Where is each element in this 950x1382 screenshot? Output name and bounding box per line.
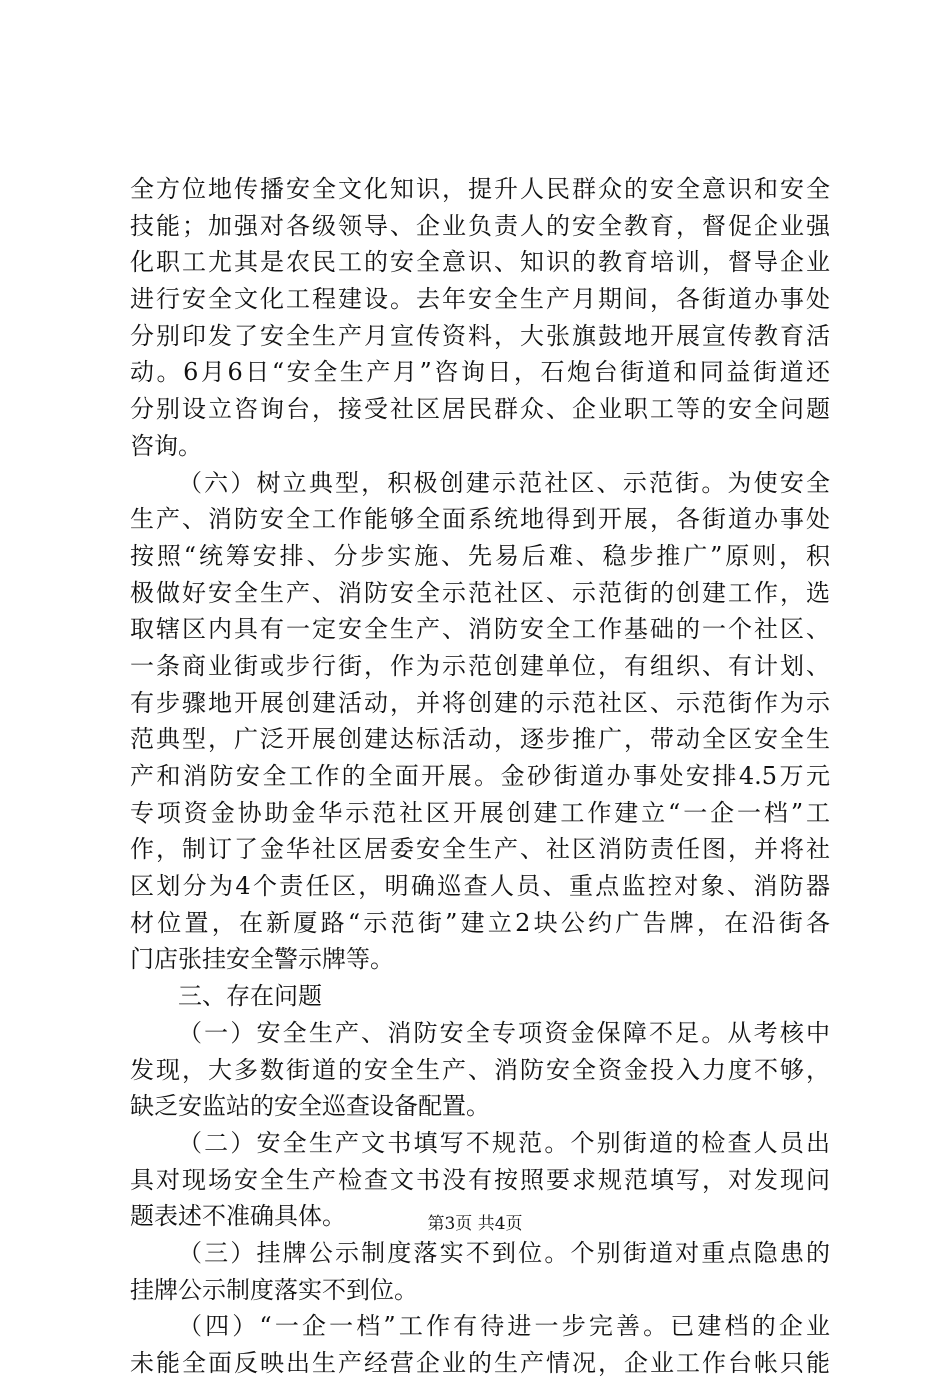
text-line: （三）挂牌公示制度落实不到位。个别街道对重点隐患的 <box>178 1238 830 1267</box>
text-line: （六）树立典型，积极创建示范社区、示范街。为使安全 <box>178 468 830 497</box>
text-line: 一条商业街或步行街，作为示范创建单位，有组织、有计划、 <box>130 651 830 680</box>
text-line: 区划分为4个责任区，明确巡查人员、重点监控对象、消防器 <box>130 872 830 901</box>
text-line: 挂牌公示制度落实不到位。 <box>130 1275 418 1304</box>
body-text <box>130 171 830 1382</box>
text-line: 有步骤地开展创建活动，并将创建的示范社区、示范街作为示 <box>130 688 830 717</box>
text-line: （一）安全生产、消防安全专项资金保障不足。从考核中 <box>178 1018 830 1047</box>
text-line: 专项资金协助金华示范社区开展创建工作建立“一企一档”工 <box>130 798 830 827</box>
text-line: 未能全面反映出生产经营企业的生产情况，企业工作台帐只能 <box>130 1349 830 1377</box>
text-line: 全方位地传播安全文化知识，提升人民群众的安全意识和安全 <box>130 175 830 203</box>
text-line: （四）“一企一档”工作有待进一步完善。已建档的企业 <box>178 1312 830 1341</box>
text-line: 发现，大多数街道的安全生产、消防安全资金投入力度不够， <box>130 1055 830 1084</box>
text-line: 材位置，在新厦路“示范街”建立2块公约广告牌，在沿街各 <box>130 908 830 937</box>
text-line: 三、存在问题 <box>178 982 322 1011</box>
text-line: 门店张挂安全警示牌等。 <box>130 945 394 974</box>
text-line: 咨询。 <box>130 431 202 460</box>
text-line: 范典型，广泛开展创建达标活动，逐步推广，带动全区安全生 <box>130 725 830 754</box>
text-line: （二）安全生产文书填写不规范。个别街道的检查人员出 <box>178 1128 830 1157</box>
text-line: 作，制订了金华社区居委安全生产、社区消防责任图，并将社 <box>130 835 830 864</box>
text-line: 技能；加强对各级领导、企业负责人的安全教育，督促企业强 <box>130 211 830 240</box>
text-line: 极做好安全生产、消防安全示范社区、示范街的创建工作，选 <box>130 578 830 607</box>
text-line: 题表述不准确具体。 <box>130 1202 346 1231</box>
text-line: 取辖区内具有一定安全生产、消防安全工作基础的一个社区、 <box>130 615 830 644</box>
text-line: 缺乏安监站的安全巡查设备配置。 <box>130 1092 490 1121</box>
text-line: 进行安全文化工程建设。去年安全生产月期间，各街道办事处 <box>130 285 830 314</box>
text-line: 化职工尤其是农民工的安全意识、知识的教育培训，督导企业 <box>130 248 830 277</box>
text-line: 分别设立咨询台，接受社区居民群众、企业职工等的安全问题 <box>130 395 830 424</box>
text-line: 分别印发了安全生产月宣传资料，大张旗鼓地开展宣传教育活 <box>130 321 830 350</box>
text-line: 按照“统筹安排、分步实施、先易后难、稳步推广”原则，积 <box>130 541 830 570</box>
page-footer: 第3页 共4页 <box>427 1214 523 1234</box>
text-line: 具对现场安全生产检查文书没有按照要求规范填写，对发现问 <box>130 1165 830 1194</box>
text-line: 生产、消防安全工作能够全面系统地得到开展，各街道办事处 <box>130 505 830 534</box>
text-line: 产和消防安全工作的全面开展。金砂街道办事处安排4.5万元 <box>130 762 830 790</box>
text-line: 动。6月6日“安全生产月”咨询日，石炮台街道和同益街道还 <box>130 358 830 387</box>
